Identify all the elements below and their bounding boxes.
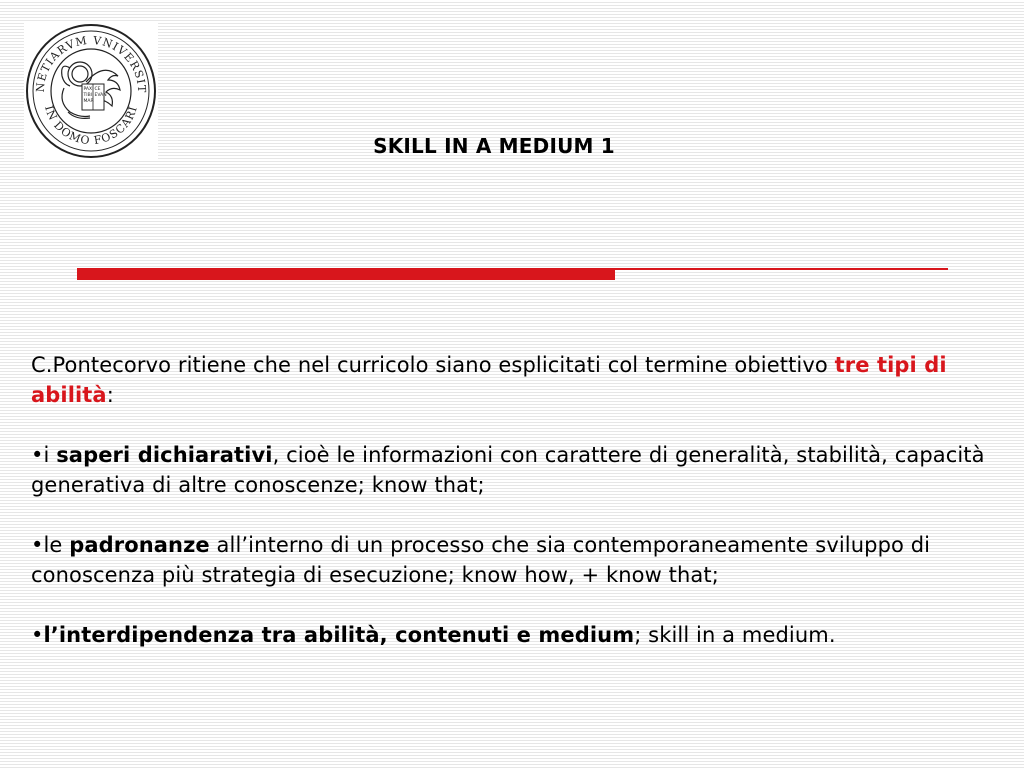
book-line: EVAN bbox=[94, 93, 107, 98]
spacer bbox=[31, 410, 991, 440]
bullet-text: , cioè le informazioni con carattere di generalità, stabilità, capacità generativa di altre conoscenze; know that; bbox=[31, 443, 985, 497]
slide-title bbox=[0, 134, 1024, 158]
bullet-text: ; skill in a medium. bbox=[634, 623, 836, 647]
intro-paragraph bbox=[31, 350, 991, 410]
intro-text: C.Pontecorvo ritiene che nel curricolo siano esplicitati col termine obiettivo bbox=[31, 353, 835, 377]
seal-text-bottom: IN DOMO FOSCARI bbox=[42, 104, 140, 148]
book-line: MAR bbox=[83, 99, 94, 104]
bullet-prefix: •le bbox=[31, 533, 70, 557]
bullet-item bbox=[31, 530, 991, 590]
bullet-term: padronanze bbox=[69, 533, 210, 557]
intro-highlight: tre tipi di abilità bbox=[31, 353, 947, 407]
bullet-prefix: •i bbox=[31, 443, 57, 467]
intro-colon: : bbox=[106, 383, 114, 407]
title-underline-thin bbox=[615, 268, 948, 270]
bullet-item bbox=[31, 440, 991, 500]
book-line: TIBI bbox=[83, 93, 92, 98]
bullet-term: l’interdipendenza tra abilità, contenuti e medium bbox=[43, 623, 635, 647]
book-line: PAX bbox=[83, 87, 93, 92]
spacer bbox=[31, 500, 991, 530]
slide-body bbox=[31, 350, 991, 650]
bullet-text: all’interno di un processo che sia contemporaneamente sviluppo di conoscenza più strategia di esecuzione; know how, + know that; bbox=[31, 533, 931, 587]
title-underline-thick bbox=[77, 268, 615, 280]
slide-title-text: SKILL IN A MEDIUM 1 bbox=[373, 134, 615, 158]
bullet-prefix: • bbox=[31, 623, 44, 647]
seal-text-top: NETIARVM VNIVERSIT bbox=[33, 33, 149, 94]
bullet-item bbox=[31, 620, 991, 650]
bullet-term: saperi dichiarativi bbox=[56, 443, 273, 467]
book-line: CE bbox=[94, 87, 101, 92]
spacer bbox=[31, 590, 991, 620]
